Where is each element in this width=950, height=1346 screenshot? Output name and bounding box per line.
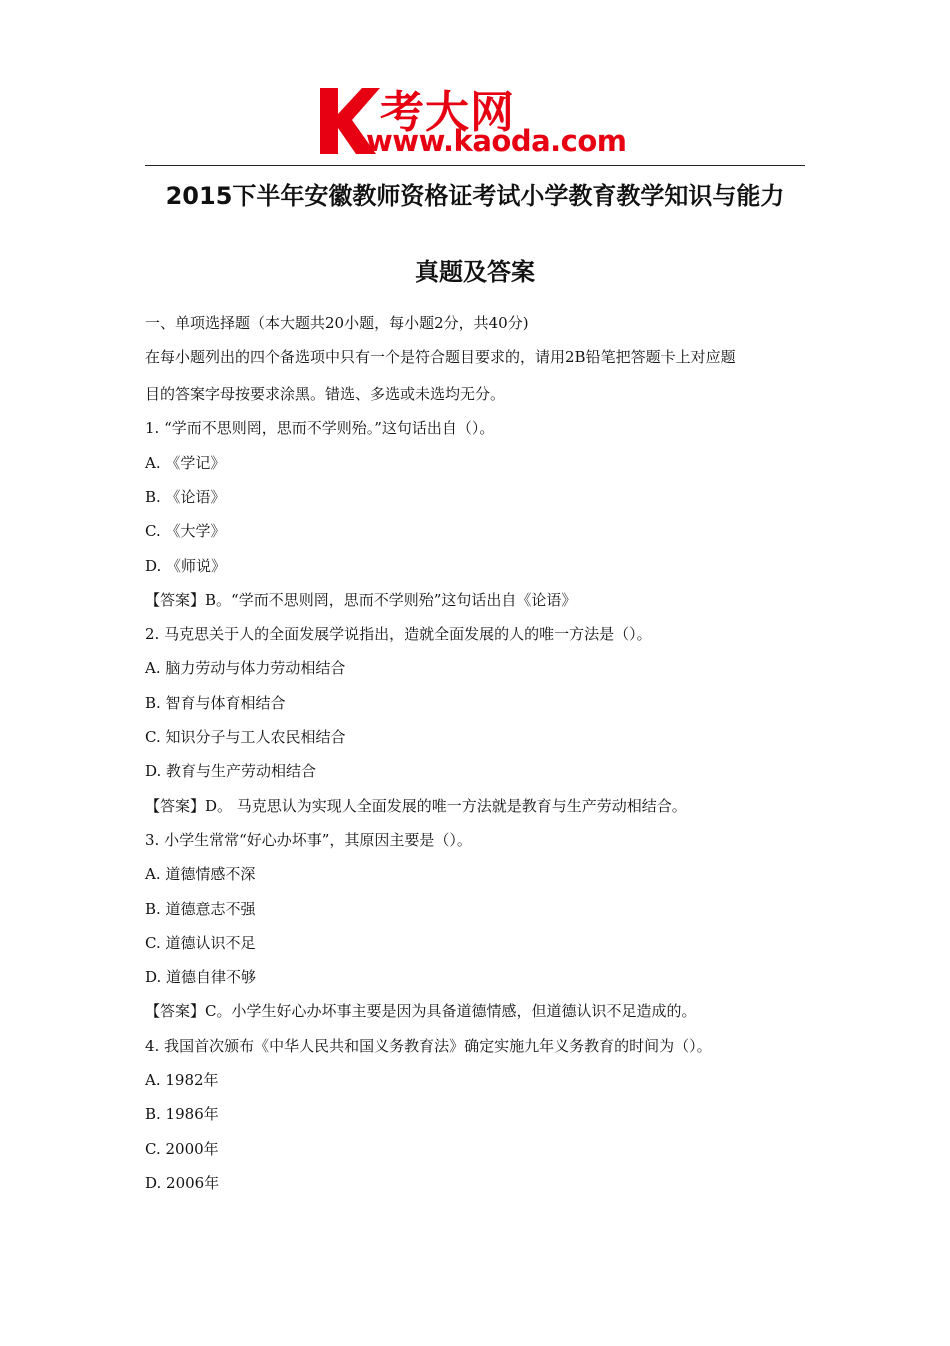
- section-heading: 一、单项选择题（本大题共20小题，每小题2分，共40分): [145, 314, 529, 332]
- option-text: B. 1986年: [145, 1105, 219, 1123]
- option-text: D. 道德自律不够: [145, 968, 257, 986]
- answer-text: 【答案】D。 马克思认为实现人全面发展的唯一方法就是教育与生产劳动相结合。: [145, 797, 687, 815]
- question-text: 4. 我国首次颁布《中华人民共和国义务教育法》确定实施九年义务教育的时间为（）。: [145, 1037, 712, 1055]
- answer-text: 【答案】C。小学生好心办坏事主要是因为具备道德情感，但道德认识不足造成的。: [145, 1002, 697, 1020]
- option-text: A. 《学记》: [145, 454, 226, 472]
- option-text: B. 智育与体育相结合: [145, 694, 286, 712]
- page-title-line-2: 真题及答案: [415, 258, 535, 286]
- option-text: C. 知识分子与工人农民相结合: [145, 728, 346, 746]
- option-text: A. 道德情感不深: [145, 865, 256, 883]
- option-text: D. 《师说》: [145, 557, 227, 575]
- option-text: D. 2006年: [145, 1174, 220, 1192]
- header-rule: [145, 165, 805, 166]
- instruction-line: 在每小题列出的四个备选项中只有一个是符合题目要求的，请用2B铅笔把答题卡上对应题: [145, 348, 736, 366]
- question-text: 2. 马克思关于人的全面发展学说指出，造就全面发展的人的唯一方法是（）。: [145, 625, 652, 643]
- kaoda-logo: [318, 80, 640, 160]
- logo-chinese-text: 考大网: [380, 87, 515, 138]
- option-text: C. 道德认识不足: [145, 934, 256, 952]
- option-text: C. 《大学》: [145, 522, 226, 540]
- option-text: D. 教育与生产劳动相结合: [145, 762, 317, 780]
- option-text: A. 1982年: [145, 1071, 219, 1089]
- question-text: 3. 小学生常常“好心办坏事”，其原因主要是（）。: [145, 831, 472, 849]
- option-text: B. 《论语》: [145, 488, 226, 506]
- option-text: C. 2000年: [145, 1140, 219, 1158]
- option-text: B. 道德意志不强: [145, 900, 256, 918]
- page-title-line-1: 2015下半年安徽教师资格证考试小学教育教学知识与能力: [165, 182, 785, 210]
- logo-url-text: www.kaoda.com: [366, 124, 627, 158]
- question-text: 1. “学而不思则罔，思而不学则殆。”这句话出自（）。: [145, 419, 495, 437]
- instruction-line: 目的答案字母按要求涂黑。错选、多选或未选均无分。: [145, 385, 506, 403]
- answer-text: 【答案】B。“学而不思则罔，思而不学则殆”这句话出自《论语》: [145, 591, 577, 609]
- option-text: A. 脑力劳动与体力劳动相结合: [145, 659, 346, 677]
